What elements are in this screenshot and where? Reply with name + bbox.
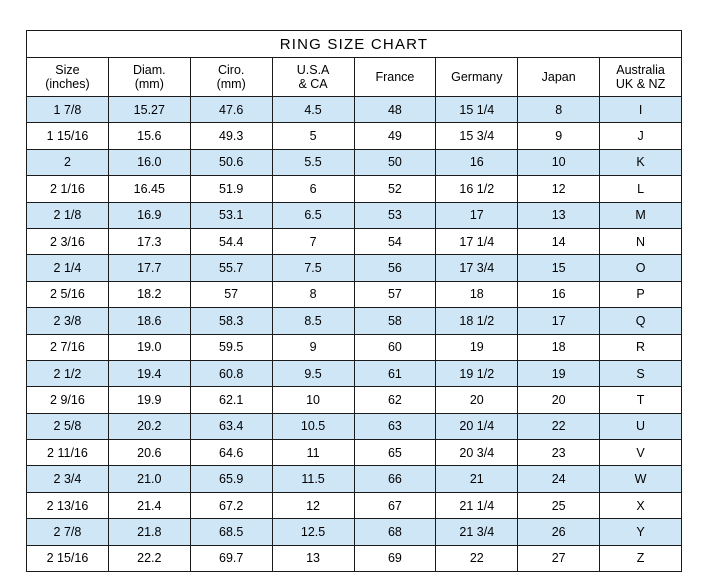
table-cell: 16.9 xyxy=(108,202,190,228)
table-cell: 20 xyxy=(518,387,600,413)
table-cell: Q xyxy=(600,308,682,334)
table-cell: 2 5/8 xyxy=(27,413,109,439)
table-cell: I xyxy=(600,97,682,123)
column-header-germany xyxy=(436,58,518,97)
column-header-australia-uk-nz xyxy=(600,58,682,97)
table-cell: 19 1/2 xyxy=(436,360,518,386)
table-cell: 69 xyxy=(354,545,436,571)
table-cell: 23 xyxy=(518,440,600,466)
table-cell: 11.5 xyxy=(272,466,354,492)
table-cell: 54.4 xyxy=(190,228,272,254)
table-cell: 2 11/16 xyxy=(27,440,109,466)
column-header-usa-ca-line1: U.S.A xyxy=(296,63,330,77)
table-cell: 53 xyxy=(354,202,436,228)
table-cell: 16 1/2 xyxy=(436,176,518,202)
column-header-japan xyxy=(518,58,600,97)
table-cell: 67.2 xyxy=(190,492,272,518)
table-row xyxy=(27,255,682,281)
table-cell: 18.6 xyxy=(108,308,190,334)
table-cell: 5 xyxy=(272,123,354,149)
table-cell: 2 3/4 xyxy=(27,466,109,492)
table-row xyxy=(27,440,682,466)
table-cell: 59.5 xyxy=(190,334,272,360)
table-cell: 9.5 xyxy=(272,360,354,386)
table-cell: 54 xyxy=(354,228,436,254)
table-cell: 14 xyxy=(518,228,600,254)
table-cell: 2 xyxy=(27,149,109,175)
table-cell: 20 xyxy=(436,387,518,413)
table-cell: 18.2 xyxy=(108,281,190,307)
table-cell: 67 xyxy=(354,492,436,518)
table-cell: 56 xyxy=(354,255,436,281)
table-cell: 20 3/4 xyxy=(436,440,518,466)
table-row xyxy=(27,308,682,334)
table-cell: 48 xyxy=(354,97,436,123)
table-cell: J xyxy=(600,123,682,149)
table-cell: 66 xyxy=(354,466,436,492)
page-title: RING SIZE CHART xyxy=(27,31,682,58)
table-cell: 63.4 xyxy=(190,413,272,439)
table-cell: 2 13/16 xyxy=(27,492,109,518)
table-cell: 21 3/4 xyxy=(436,519,518,545)
table-cell: 58 xyxy=(354,308,436,334)
table-cell: 2 9/16 xyxy=(27,387,109,413)
table-cell: 16.45 xyxy=(108,176,190,202)
table-cell: 2 1/16 xyxy=(27,176,109,202)
table-cell: 6.5 xyxy=(272,202,354,228)
column-header-diameter xyxy=(108,58,190,97)
table-cell: 2 1/2 xyxy=(27,360,109,386)
table-cell: 19 xyxy=(518,360,600,386)
table-cell: 15 1/4 xyxy=(436,97,518,123)
table-cell: 19.9 xyxy=(108,387,190,413)
table-cell: Y xyxy=(600,519,682,545)
table-cell: 10.5 xyxy=(272,413,354,439)
table-cell: 58.3 xyxy=(190,308,272,334)
column-header-australia-uk-nz-line1: Australia xyxy=(616,63,665,77)
table-cell: 60 xyxy=(354,334,436,360)
table-cell: 49 xyxy=(354,123,436,149)
table-cell: 65.9 xyxy=(190,466,272,492)
table-cell: 4.5 xyxy=(272,97,354,123)
column-header-circumference-line2: (mm) xyxy=(216,77,246,91)
table-cell: 15 3/4 xyxy=(436,123,518,149)
table-cell: V xyxy=(600,440,682,466)
table-row xyxy=(27,519,682,545)
table-cell: 7 xyxy=(272,228,354,254)
column-header-germany-line1: Germany xyxy=(451,70,503,84)
table-cell: T xyxy=(600,387,682,413)
table-cell: W xyxy=(600,466,682,492)
column-header-australia-uk-nz-line2: UK & NZ xyxy=(615,77,666,91)
table-cell: 15.27 xyxy=(108,97,190,123)
table-row xyxy=(27,202,682,228)
table-cell: 2 1/8 xyxy=(27,202,109,228)
table-cell: 13 xyxy=(272,545,354,571)
table-cell: 60.8 xyxy=(190,360,272,386)
table-cell: 15.6 xyxy=(108,123,190,149)
table-cell: 50 xyxy=(354,149,436,175)
table-cell: L xyxy=(600,176,682,202)
table-cell: 18 xyxy=(518,334,600,360)
table-cell: 16.0 xyxy=(108,149,190,175)
table-cell: 12.5 xyxy=(272,519,354,545)
table-cell: R xyxy=(600,334,682,360)
table-cell: 65 xyxy=(354,440,436,466)
table-cell: 2 3/16 xyxy=(27,228,109,254)
table-cell: 20.2 xyxy=(108,413,190,439)
table-cell: 19 xyxy=(436,334,518,360)
table-cell: 8.5 xyxy=(272,308,354,334)
table-cell: 17 3/4 xyxy=(436,255,518,281)
table-cell: 17.3 xyxy=(108,228,190,254)
table-cell: 17 1/4 xyxy=(436,228,518,254)
table-cell: P xyxy=(600,281,682,307)
table-cell: Z xyxy=(600,545,682,571)
chart-body xyxy=(27,31,682,572)
table-row xyxy=(27,123,682,149)
table-cell: 8 xyxy=(518,97,600,123)
table-cell: 22 xyxy=(436,545,518,571)
column-header-size xyxy=(27,58,109,97)
table-cell: 12 xyxy=(272,492,354,518)
table-cell: 17 xyxy=(518,308,600,334)
column-header-size-line1: Size xyxy=(55,63,80,77)
table-row xyxy=(27,334,682,360)
table-cell: K xyxy=(600,149,682,175)
table-cell: 24 xyxy=(518,466,600,492)
column-header-france-line1: France xyxy=(375,70,415,84)
table-cell: 19.0 xyxy=(108,334,190,360)
table-row xyxy=(27,492,682,518)
table-cell: 47.6 xyxy=(190,97,272,123)
table-cell: S xyxy=(600,360,682,386)
table-cell: 21.0 xyxy=(108,466,190,492)
table-cell: 53.1 xyxy=(190,202,272,228)
column-header-japan-line1: Japan xyxy=(541,70,576,84)
table-cell: 11 xyxy=(272,440,354,466)
table-cell: 2 1/4 xyxy=(27,255,109,281)
table-cell: 68.5 xyxy=(190,519,272,545)
table-cell: 27 xyxy=(518,545,600,571)
title-row xyxy=(27,31,682,58)
column-header-circumference xyxy=(190,58,272,97)
column-header-circumference-line1: Ciro. xyxy=(217,63,245,77)
table-cell: O xyxy=(600,255,682,281)
table-cell: 1 7/8 xyxy=(27,97,109,123)
table-row xyxy=(27,281,682,307)
table-cell: 26 xyxy=(518,519,600,545)
table-cell: 7.5 xyxy=(272,255,354,281)
table-cell: 57 xyxy=(190,281,272,307)
column-header-france xyxy=(354,58,436,97)
table-cell: 50.6 xyxy=(190,149,272,175)
table-header-row xyxy=(27,58,682,97)
table-cell: 18 1/2 xyxy=(436,308,518,334)
table-cell: M xyxy=(600,202,682,228)
table-row xyxy=(27,360,682,386)
table-cell: 51.9 xyxy=(190,176,272,202)
table-cell: 2 3/8 xyxy=(27,308,109,334)
table-cell: 13 xyxy=(518,202,600,228)
column-header-diameter-line2: (mm) xyxy=(134,77,164,91)
table-cell: 69.7 xyxy=(190,545,272,571)
table-row xyxy=(27,387,682,413)
table-cell: 2 15/16 xyxy=(27,545,109,571)
column-header-diameter-line1: Diam. xyxy=(132,63,166,77)
table-cell: 5.5 xyxy=(272,149,354,175)
table-cell: 62.1 xyxy=(190,387,272,413)
ring-size-chart-table xyxy=(26,30,682,572)
table-cell: 16 xyxy=(436,149,518,175)
table-cell: 10 xyxy=(518,149,600,175)
table-cell: 2 7/16 xyxy=(27,334,109,360)
table-cell: 16 xyxy=(518,281,600,307)
table-cell: 55.7 xyxy=(190,255,272,281)
table-cell: 2 7/8 xyxy=(27,519,109,545)
table-cell: 62 xyxy=(354,387,436,413)
table-cell: 17.7 xyxy=(108,255,190,281)
table-row xyxy=(27,97,682,123)
table-cell: 49.3 xyxy=(190,123,272,149)
table-row xyxy=(27,228,682,254)
table-cell: 20.6 xyxy=(108,440,190,466)
table-cell: 21 xyxy=(436,466,518,492)
table-cell: 21.8 xyxy=(108,519,190,545)
table-cell: 15 xyxy=(518,255,600,281)
table-cell: 25 xyxy=(518,492,600,518)
table-row xyxy=(27,149,682,175)
table-cell: 22.2 xyxy=(108,545,190,571)
table-row xyxy=(27,413,682,439)
table-cell: 57 xyxy=(354,281,436,307)
table-cell: 9 xyxy=(518,123,600,149)
table-cell: 20 1/4 xyxy=(436,413,518,439)
table-row xyxy=(27,176,682,202)
table-cell: X xyxy=(600,492,682,518)
table-cell: 2 5/16 xyxy=(27,281,109,307)
table-cell: 18 xyxy=(436,281,518,307)
table-cell: 10 xyxy=(272,387,354,413)
table-cell: 8 xyxy=(272,281,354,307)
table-cell: U xyxy=(600,413,682,439)
table-cell: 9 xyxy=(272,334,354,360)
table-cell: 68 xyxy=(354,519,436,545)
table-cell: 1 15/16 xyxy=(27,123,109,149)
table-cell: 21.4 xyxy=(108,492,190,518)
ring-size-chart-sheet xyxy=(26,30,682,572)
table-cell: 64.6 xyxy=(190,440,272,466)
table-row xyxy=(27,466,682,492)
table-cell: 63 xyxy=(354,413,436,439)
table-cell: 19.4 xyxy=(108,360,190,386)
table-cell: 61 xyxy=(354,360,436,386)
table-row xyxy=(27,545,682,571)
column-header-usa-ca xyxy=(272,58,354,97)
table-cell: 12 xyxy=(518,176,600,202)
column-header-size-line2: (inches) xyxy=(45,77,90,91)
table-cell: N xyxy=(600,228,682,254)
column-header-usa-ca-line2: & CA xyxy=(298,77,328,91)
table-cell: 17 xyxy=(436,202,518,228)
table-cell: 52 xyxy=(354,176,436,202)
table-cell: 22 xyxy=(518,413,600,439)
table-cell: 6 xyxy=(272,176,354,202)
table-cell: 21 1/4 xyxy=(436,492,518,518)
